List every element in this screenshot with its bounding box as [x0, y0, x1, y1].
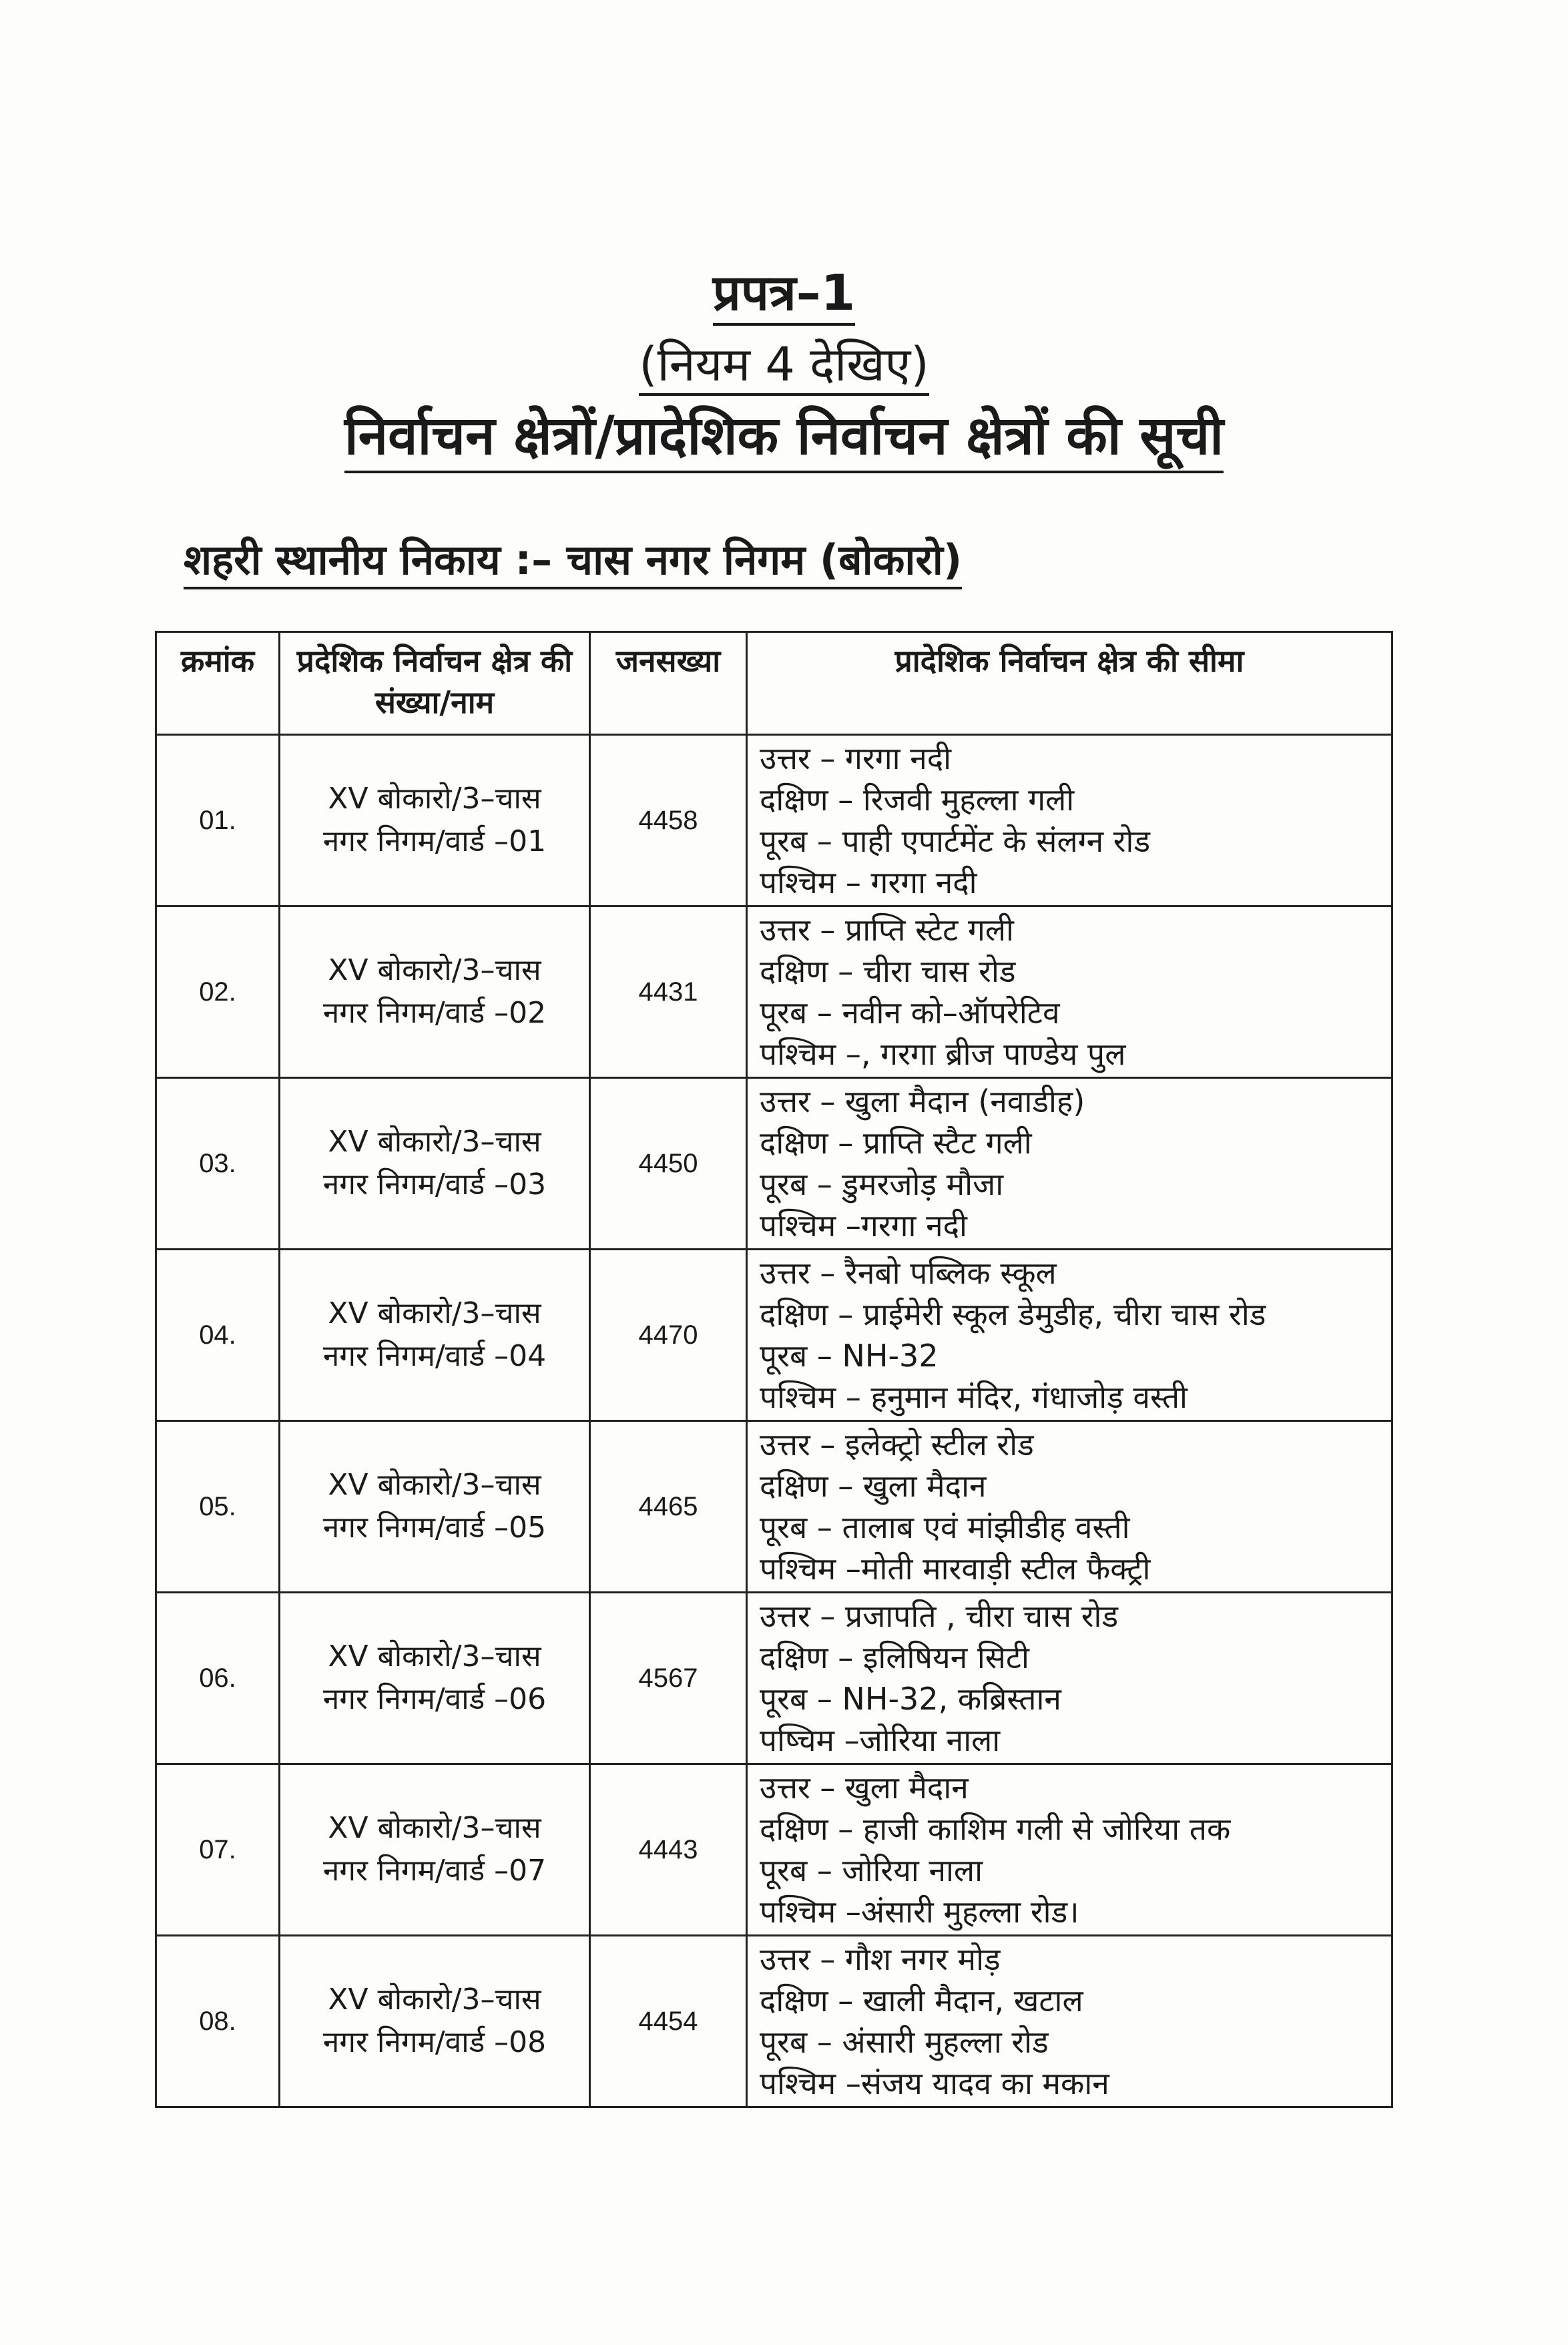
ward-name-line: नगर निगम/वार्ड –07 — [322, 1854, 547, 1888]
boundary-line: दक्षिण – रिजवी मुहल्ला गली — [760, 782, 1075, 818]
table-row — [156, 1078, 1392, 1250]
ward-name-line: XV बोकारो/3–चास — [328, 1296, 541, 1330]
boundary-line: दक्षिण – प्राप्ति स्टैट गली — [760, 1125, 1032, 1161]
ward-name-line: नगर निगम/वार्ड –02 — [322, 996, 547, 1030]
boundary-line: उत्तर – खुला मैदान (नवाडीह) — [760, 1083, 1085, 1119]
cell-ward-name — [280, 1593, 590, 1764]
cell-serial: 03. — [156, 1078, 280, 1250]
ward-name-line: नगर निगम/वार्ड –06 — [322, 1682, 547, 1716]
boundary-line: पश्चिम – गरगा नदी — [760, 864, 977, 900]
boundary-line: उत्तर – गौश नगर मोड़ — [760, 1941, 1001, 1977]
col-boundary-header: प्रादेशिक निर्वाचन क्षेत्र की सीमा — [747, 632, 1392, 735]
boundary-line: उत्तर – प्रजापति , चीरा चास रोड — [760, 1598, 1119, 1634]
table-row — [156, 1421, 1392, 1593]
cell-ward-name — [280, 1250, 590, 1421]
rule-reference: (नियम 4 देखिए) — [0, 330, 1568, 395]
cell-population: 4431 — [590, 906, 747, 1078]
ward-name-line: XV बोकारो/3–चास — [328, 953, 541, 987]
cell-serial: 04. — [156, 1250, 280, 1421]
cell-population: 4458 — [590, 735, 747, 906]
boundary-line: उत्तर – खुला मैदान — [760, 1770, 969, 1806]
form-title: प्रपत्र–1 — [0, 257, 1568, 324]
ward-name-line: नगर निगम/वार्ड –01 — [322, 824, 547, 858]
cell-population: 4450 — [590, 1078, 747, 1250]
col-name-header: प्रदेशिक निर्वाचन क्षेत्र की संख्या/नाम — [280, 632, 590, 735]
ward-name-line: XV बोकारो/3–चास — [328, 1983, 541, 2017]
list-title: निर्वाचन क्षेत्रों/प्रादेशिक निर्वाचन क्षेत्रों की सूची — [0, 397, 1568, 470]
cell-serial: 01. — [156, 735, 280, 906]
cell-ward-name — [280, 1764, 590, 1936]
boundary-line: पूरब – जोरिया नाला — [760, 1852, 983, 1888]
boundary-line: पश्चिम –मोती मारवाड़ी स्टील फैक्ट्री — [760, 1551, 1151, 1587]
boundary-line: पूरब – पाही एपार्टमेंट के संलग्न रोड — [760, 823, 1151, 859]
boundary-line: दक्षिण – हाजी काशिम गली से जोरिया तक — [760, 1811, 1231, 1847]
cell-boundary — [747, 1078, 1392, 1250]
cell-serial: 08. — [156, 1936, 280, 2107]
cell-ward-name — [280, 1936, 590, 2107]
table-row — [156, 1250, 1392, 1421]
ward-name-line: XV बोकारो/3–चास — [328, 1811, 541, 1845]
wards-table — [155, 631, 1393, 2108]
boundary-line: दक्षिण – खाली मैदान, खटाल — [760, 1983, 1083, 2019]
boundary-line: पश्चिम –अंसारी मुहल्ला रोड। — [760, 1894, 1079, 1930]
cell-serial: 05. — [156, 1421, 280, 1593]
ward-name-line: नगर निगम/वार्ड –04 — [322, 1339, 547, 1373]
ward-name-line: XV बोकारो/3–चास — [328, 782, 541, 816]
boundary-line: पश्चिम –गरगा नदी — [760, 1208, 967, 1244]
boundary-line: पश्चिम – हनुमान मंदिर, गंधाजोड़ वस्ती — [760, 1379, 1188, 1415]
cell-population: 4443 — [590, 1764, 747, 1936]
cell-ward-name — [280, 1421, 590, 1593]
col-serial-header: क्रमांक — [156, 632, 280, 735]
cell-serial: 07. — [156, 1764, 280, 1936]
boundary-line: दक्षिण – इलिषियन सिटी — [760, 1639, 1029, 1675]
table-row — [156, 1764, 1392, 1936]
table-row — [156, 906, 1392, 1078]
cell-boundary — [747, 1936, 1392, 2107]
boundary-line: पश्चिम –संजय यादव का मकान — [760, 2065, 1109, 2101]
ward-name-line: नगर निगम/वार्ड –08 — [322, 2025, 547, 2059]
ward-name-line: XV बोकारो/3–चास — [328, 1639, 541, 1673]
boundary-line: उत्तर – प्राप्ति स्टेट गली — [760, 912, 1014, 948]
ward-name-line: नगर निगम/वार्ड –03 — [322, 1167, 547, 1202]
table-row — [156, 1593, 1392, 1764]
boundary-line: उत्तर – इलेक्ट्रो स्टील रोड — [760, 1426, 1034, 1463]
cell-population: 4465 — [590, 1421, 747, 1593]
cell-population: 4470 — [590, 1250, 747, 1421]
cell-boundary — [747, 735, 1392, 906]
subheading: शहरी स्थानीय निकाय :– चास नगर निगम (बोकारो) — [184, 531, 962, 587]
boundary-line: उत्तर – गरगा नदी — [760, 740, 952, 776]
boundary-line: पूरब – तालाब एवं मांझीडीह वस्ती — [760, 1509, 1130, 1545]
cell-serial: 02. — [156, 906, 280, 1078]
cell-boundary — [747, 1593, 1392, 1764]
cell-population: 4567 — [590, 1593, 747, 1764]
boundary-line: पष्चिम –जोरिया नाला — [760, 1722, 1001, 1758]
cell-population: 4454 — [590, 1936, 747, 2107]
ward-name-line: XV बोकारो/3–चास — [328, 1468, 541, 1502]
cell-ward-name — [280, 735, 590, 906]
boundary-line: पूरब – अंसारी मुहल्ला रोड — [760, 2024, 1049, 2060]
cell-boundary — [747, 1421, 1392, 1593]
ward-name-line: नगर निगम/वार्ड –05 — [322, 1511, 547, 1545]
boundary-line: दक्षिण – प्राईमेरी स्कूल डेमुडीह, चीरा चास रोड — [760, 1296, 1266, 1332]
cell-serial: 06. — [156, 1593, 280, 1764]
ward-name-line: XV बोकारो/3–चास — [328, 1125, 541, 1159]
boundary-line: उत्तर – रैनबो पब्लिक स्कूल — [760, 1255, 1057, 1291]
boundary-line: पूरब – डुमरजोड़ मौजा — [760, 1166, 1004, 1202]
cell-ward-name — [280, 906, 590, 1078]
boundary-line: पूरब – NH-32 — [760, 1338, 939, 1374]
boundary-line: पूरब – नवीन को–ऑपरेटिव — [760, 995, 1060, 1031]
boundary-line: दक्षिण – चीरा चास रोड — [760, 953, 1016, 989]
cell-boundary — [747, 1250, 1392, 1421]
cell-ward-name — [280, 1078, 590, 1250]
boundary-line: पश्चिम –, गरगा ब्रीज पाण्डेय पुल — [760, 1036, 1126, 1072]
cell-boundary — [747, 906, 1392, 1078]
table-row — [156, 1936, 1392, 2107]
col-population-header: जनसख्या — [590, 632, 747, 735]
table-row — [156, 735, 1392, 906]
cell-boundary — [747, 1764, 1392, 1936]
boundary-line: पूरब – NH-32, कब्रिस्तान — [760, 1681, 1061, 1717]
table-header-row — [156, 632, 1392, 735]
boundary-line: दक्षिण – खुला मैदान — [760, 1468, 987, 1504]
